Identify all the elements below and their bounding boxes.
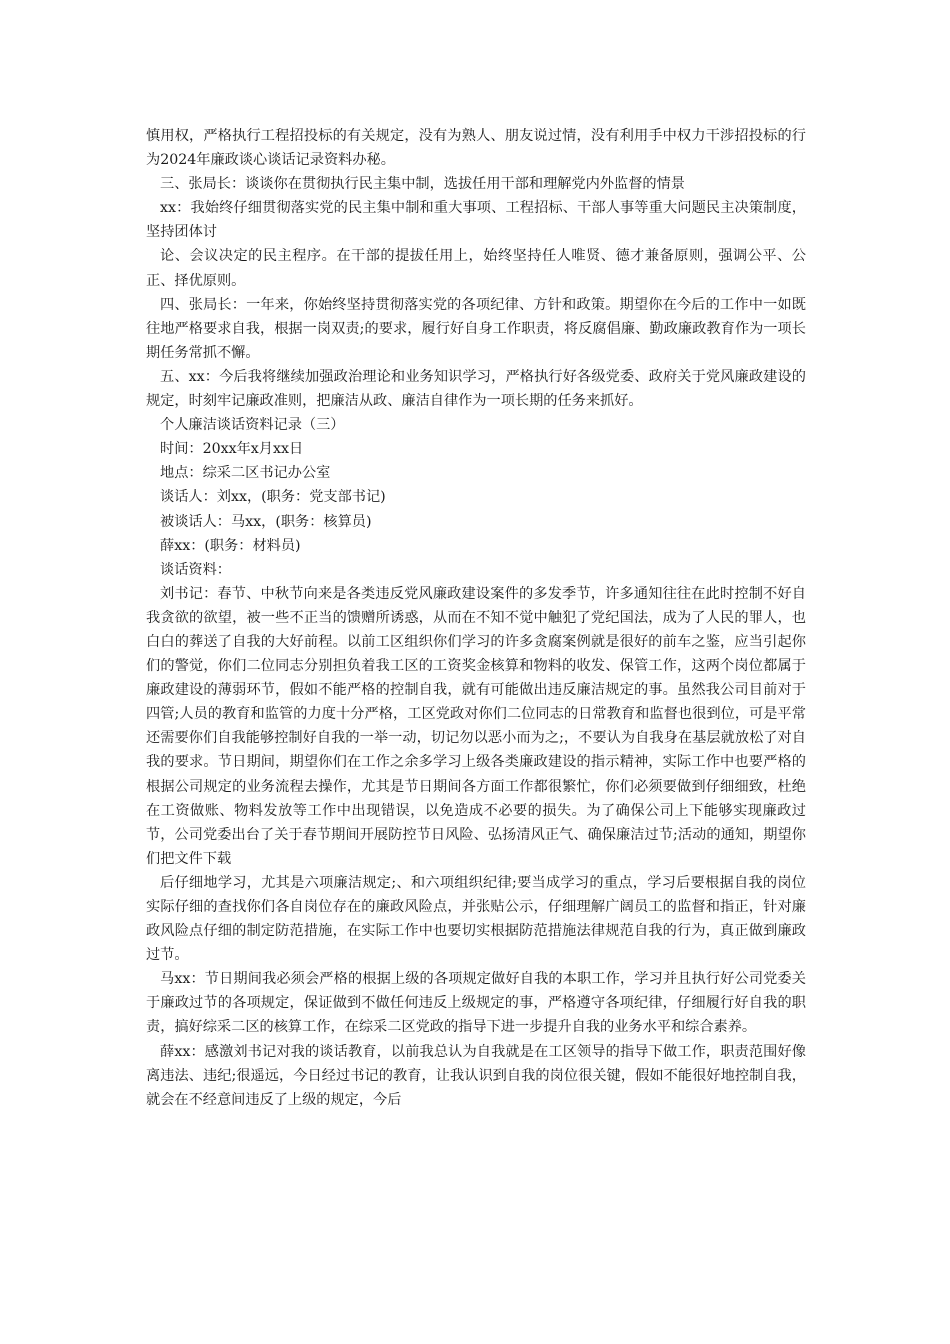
- paragraph-continuation: 后仔细地学习，尤其是六项廉洁规定;、和六项组织纪律;要当成学习的重点，学习后要根据自我的岗位实际仔细的查找你们各自岗位存在的廉政风险点，并张贴公示，仔细理解广阔员工的监督和指正，针对廉政风险点仔细的制定防范措施，在实际工作中也要切实根据防范措施法律规范自我的行为，真正做到廉政过节。: [146, 874, 806, 964]
- meeting-time: 时间：20xx年x月xx日: [160, 441, 304, 458]
- interviewer: 谈话人：刘xx，(职务：党支部书记): [160, 489, 386, 506]
- paragraph-ma: 马xx：节日期间我必须会严格的根据上级的各项规定做好自我的本职工作，学习并且执行好公司党委关于廉政过节的各项规定，保证做到不做任何违反上级规定的事，严格遵守各项纪律，仔细履行好自我的职责，搞好综采二区的核算工作，在综采二区党政的指导下进一步提升自我的业务水平和综合素养。: [146, 971, 806, 1036]
- paragraph-2: 三、张局长：谈谈你在贯彻执行民主集中制，选拔任用干部和理解党内外监督的情景: [160, 176, 685, 193]
- paragraph-5: 四、张局长：一年来，你始终坚持贯彻落实党的各项纪律、方针和政策。期望你在今后的工作中一如既往地严格要求自我，根据一岗双责;的要求，履行好自身工作职责，将反腐倡廉、勤政廉政教育作为一项长期任务常抓不懈。: [146, 296, 806, 361]
- paragraph-3: xx：我始终仔细贯彻落实党的民主集中制和重大事项、工程招标、干部人事等重大问题民主决策制度，坚持团体讨: [146, 200, 806, 241]
- interviewee-1: 被谈话人：马xx，(职务：核算员): [160, 513, 372, 530]
- paragraph-4: 论、会议决定的民主程序。在干部的提拔任用上，始终坚持任人唯贤、德才兼备原则，强调公平、公正、择优原则。: [146, 248, 806, 289]
- interviewee-2: 薛xx：(职务：材料员): [160, 537, 301, 554]
- paragraph-xue: 薛xx：感激刘书记对我的谈话教育，以前我总认为自我就是在工区领导的指导下做工作，职责范围好像离违法、违纪;很遥远，今日经过书记的教育，让我认识到自我的岗位很关键，假如不能很好地控制自我，就会在不经意间违反了上级的规定，今后: [146, 1043, 806, 1108]
- paragraph-6: 五、xx：今后我将继续加强政治理论和业务知识学习，严格执行好各级党委、政府关于党风廉政建设的规定，时刻牢记廉政准则，把廉洁从政、廉洁自律作为一项长期的任务来抓好。: [146, 368, 806, 410]
- talk-content-label: 谈话资料：: [160, 561, 231, 578]
- meeting-place: 地点：综采二区书记办公室: [160, 465, 331, 482]
- paragraph-secretary-liu: 刘书记：春节、中秋节向来是各类违反党风廉政建设案件的多发季节，许多通知往往在此时控制不好自我贪欲的欲望，被一些不正当的馈赠所诱惑，从而在不知不觉中触犯了党纪国法，成为了人民的罪人，也白白的葬送了自我的大好前程。以前工区组织你们学习的许多贪腐案例就是很好的前车之鉴，应当引起你们的警觉，你们二位同志分别担负着我工区的工资奖金核算和物料的收发、保管工作，这两个岗位都属于廉政建设的薄弱环节，假如不能严格的控制自我，就有可能做出违反廉洁规定的事。虽然我公司目前对于四管;人员的教育和监管的力度十分严格，工区党政对你们二位同志的日常教育和监督也很到位，可是平常还需要你们自我能够控制好自我的一举一动，切记勿以恶小而为之;，不要认为自我身在基层就放松了对自我的要求。节日期间，期望你们在工作之余多学习上级各类廉政建设的指示精神，实际工作中也要严格的根据公司规定的业务流程去操作，尤其是节日期间各方面工作都很繁忙，你们必须要做到仔细细致，杜绝在工资做账、物料发放等工作中出现错误，以免造成不必要的损失。为了确保公司上下能够实现廉政过节，公司党委出台了关于春节期间开展防控节日风险、弘扬清风正气、确保廉洁过节;活动的通知，期望你们把文件下载: [146, 585, 806, 867]
- paragraph-1: 慎用权，严格执行工程招投标的有关规定，没有为熟人、朋友说过情，没有利用手中权力干涉招投标的行为2024年廉政谈心谈话记录资料办秘。: [146, 128, 806, 169]
- document-body: [146, 124, 806, 1112]
- section-heading: 个人廉洁谈话资料记录（三）: [160, 417, 345, 434]
